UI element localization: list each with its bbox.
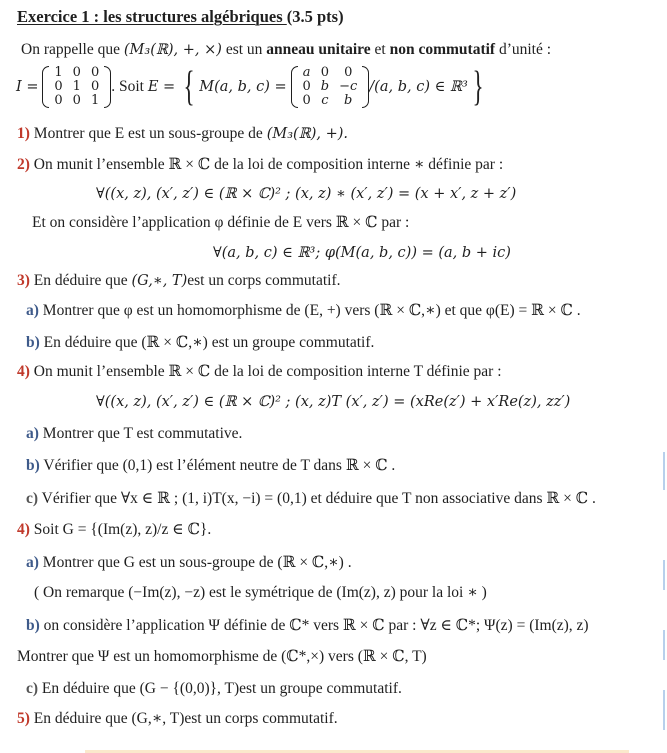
page-edge-mark	[663, 630, 665, 660]
question-4c	[26, 489, 596, 509]
set-condition: /(a, b, c) ∈ ℝ³	[369, 79, 468, 95]
question-number: 3)	[17, 272, 30, 289]
keyword-non-commutative: non commutatif	[389, 41, 496, 58]
page-edge-mark	[663, 452, 665, 490]
question-4bis-c	[26, 679, 402, 699]
subquestion-text: on considère l’application Ψ définie de ℂ* vers ℝ × ℂ par : ∀z ∈ ℂ*; Ψ(z) = (Im(z), z)	[39, 617, 589, 634]
question-3	[17, 271, 340, 291]
exercise-title	[17, 7, 344, 27]
title-underlined: Exercice 1 : les structures algébriques	[17, 7, 287, 26]
question-number: 1)	[17, 125, 30, 142]
question-math: (M₃(ℝ), +).	[266, 126, 349, 142]
subquestion-label: b)	[26, 334, 40, 351]
question-4-bis	[17, 520, 211, 540]
law-star-formula: ∀((x, z), (x′, z′) ∈ (ℝ × ℂ)² ; (x, z) ∗ (x′, z′) = (x + x′, z + z′)	[96, 186, 517, 202]
question-number: 4)	[17, 521, 30, 538]
question-text: On munit l’ensemble ℝ × ℂ de la loi de composition interne ∗ définie par :	[29, 156, 504, 173]
question-math: (G,∗, T)	[131, 273, 188, 289]
subquestion-label: c)	[26, 490, 39, 507]
question-3a	[26, 301, 581, 321]
question-4a	[26, 424, 242, 444]
subquestion-text: En déduire que (ℝ × ℂ,∗) est un groupe commutatif.	[39, 334, 375, 351]
question-4bis-b	[26, 616, 589, 636]
question-text: En déduire que (G,∗, T)est un corps commutatif.	[29, 710, 338, 727]
phi-definition-text: Et on considère l’application φ définie de E vers ℝ × ℂ par :	[32, 214, 410, 231]
question-post: est un corps commutatif.	[187, 272, 341, 289]
subquestion-text: Montrer que T est commutative.	[38, 425, 243, 442]
question-4b	[26, 456, 395, 476]
subquestion-label: b)	[26, 457, 40, 474]
subquestion-label: b)	[26, 617, 40, 634]
left-brace: {	[183, 64, 195, 111]
subquestion-label: a)	[26, 302, 39, 319]
question-4	[17, 362, 502, 382]
intro-pre: On rappelle que	[21, 41, 124, 58]
title-points: (3.5 pts)	[286, 7, 344, 26]
right-brace: }	[472, 64, 484, 111]
question-text: Montrer que E est un sous-groupe de	[29, 125, 267, 142]
page-edge-mark	[663, 690, 665, 730]
show-psi-line: Montrer que Ψ est un homomorphisme de (ℂ*,×) vers (ℝ × ℂ, T)	[17, 648, 427, 665]
question-text: En déduire que	[29, 272, 132, 289]
matrix-e: a 0 0 0 b −c 0 c b	[291, 66, 370, 108]
question-number: 2)	[17, 156, 30, 173]
subquestion-label: a)	[26, 425, 39, 442]
subquestion-text: Vérifier que ∀x ∈ ℝ ; (1, i)T(x, −i) = (0,1) et déduire que T non associative dans ℝ × ℂ .	[38, 490, 596, 507]
subquestion-text: En déduire que (G − {(0,0)}, T)est un groupe commutatif.	[38, 680, 402, 697]
intro-mid: est un	[221, 41, 267, 58]
intro-and: et	[370, 41, 390, 58]
keyword-unitary-ring: anneau unitaire	[266, 41, 371, 58]
set-e-label: E =	[147, 79, 176, 95]
question-1	[17, 124, 348, 144]
page-edge-mark	[663, 560, 665, 590]
subquestion-text: Montrer que G est un sous-groupe de (ℝ × ℂ,∗) .	[38, 554, 352, 571]
question-text: Soit G = {(Im(z), z)/z ∈ ℂ}.	[29, 521, 212, 538]
question-number: 4)	[17, 363, 30, 380]
question-4bis-a	[26, 553, 352, 573]
subquestion-label: c)	[26, 680, 39, 697]
remark-line: ( On remarque (−Im(z), −z) est le symétrique de (Im(z), z) pour la loi ∗ )	[34, 584, 487, 601]
subquestion-label: a)	[26, 554, 39, 571]
element-m: M(a, b, c) =	[199, 79, 287, 95]
question-2	[17, 155, 503, 175]
question-text: On munit l’ensemble ℝ × ℂ de la loi de composition interne T définie par :	[29, 363, 502, 380]
question-3b	[26, 333, 374, 353]
law-t-formula: ∀((x, z), (x′, z′) ∈ (ℝ × ℂ)² ; (x, z)T (x′, z′) = (xRe(z′) + x′Re(z), zz′)	[96, 394, 571, 410]
intro-line	[21, 40, 551, 60]
question-5	[17, 709, 338, 729]
question-number: 5)	[17, 710, 30, 727]
subquestion-text: Montrer que φ est un homomorphisme de (E, +) vers (ℝ × ℂ,∗) et que φ(E) = ℝ × ℂ .	[38, 302, 581, 319]
ring-notation: (M₃(ℝ), +, ×)	[123, 42, 222, 58]
subquestion-text: Vérifier que (0,1) est l’élément neutre de T dans ℝ × ℂ .	[39, 457, 396, 474]
definition-line	[16, 64, 488, 110]
identity-matrix: 1 0 0 0 1 0 0 0 1	[42, 66, 111, 108]
identity-label: I =	[16, 79, 39, 95]
intro-post: d’unité :	[495, 41, 552, 58]
soit-text: . Soit	[111, 78, 148, 95]
phi-formula: ∀(a, b, c) ∈ ℝ³; φ(M(a, b, c)) = (a, b + ic)	[213, 245, 511, 261]
